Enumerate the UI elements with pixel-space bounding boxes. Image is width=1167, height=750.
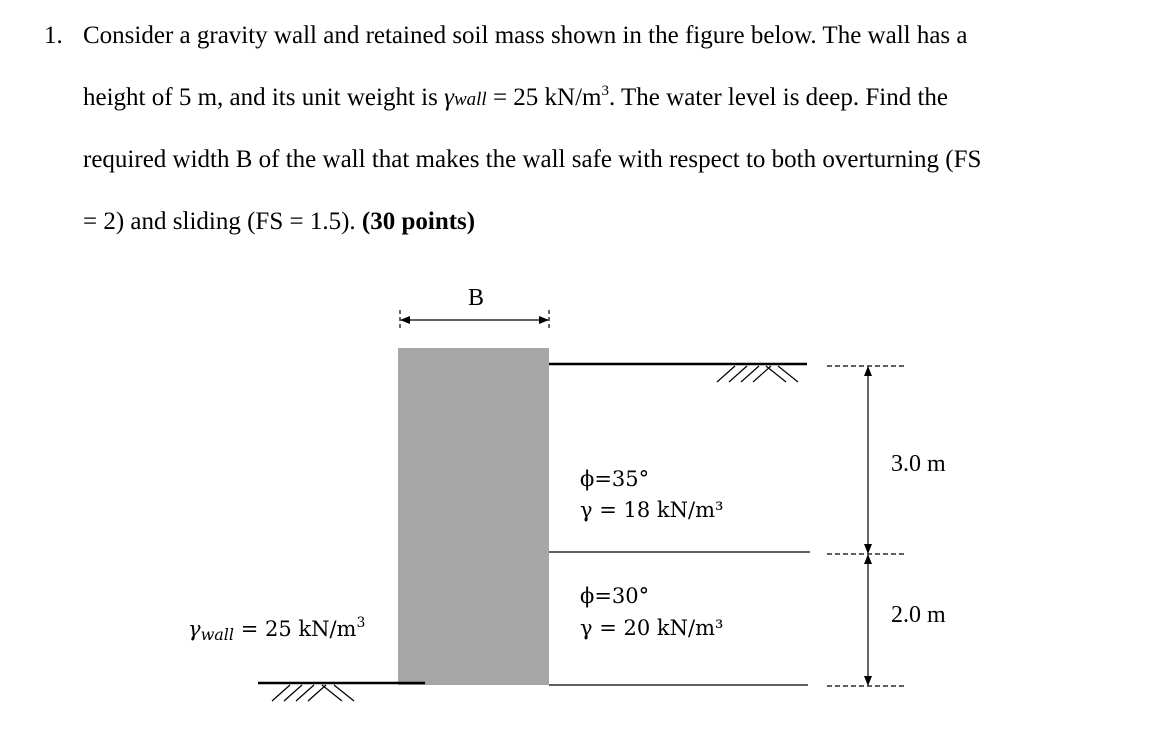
layer1-unit-weight: γ = 18 kN/m³ [580, 498, 724, 522]
gravity-wall [398, 348, 549, 685]
dimension-3m: 3.0 m [891, 451, 946, 477]
line2-text-c: . The water level is deep. Find the [608, 84, 949, 111]
ground-hatch-front [272, 685, 354, 701]
wall-gamma-symbol: γ [188, 617, 201, 641]
gamma-subscript: wall [453, 89, 487, 110]
layer2-friction-angle: ϕ=30° [580, 584, 650, 608]
problem-line-1: Consider a gravity wall and retained soil mass shown in the figure below. The wall has a [83, 22, 968, 49]
width-dimension [400, 285, 549, 330]
line4-text: = 2) and sliding (FS = 1.5). [83, 208, 362, 235]
points-label: (30 points) [361, 208, 476, 235]
dimension-2m: 2.0 m [891, 602, 946, 628]
wall-gamma-subscript: wall [200, 625, 235, 644]
line2-text-a: height of 5 m, and its unit weight is [83, 84, 445, 111]
unit-superscript: 3 [601, 83, 609, 99]
wall-gamma-superscript: 3 [356, 615, 366, 631]
ground-hatch-top [717, 366, 798, 382]
problem-line-3: required width B of the wall that makes the wall safe with respect to both overturning (FS [83, 146, 982, 173]
layer2-unit-weight: γ = 20 kN/m³ [580, 616, 724, 640]
problem-number: 1. [44, 22, 63, 49]
wall-gamma-value: = 25 kN/m [234, 617, 357, 641]
width-label-b: B [467, 285, 485, 311]
line2-text-b: = 25 kN/m [486, 84, 602, 111]
gamma-symbol: γ [444, 84, 454, 111]
layer1-friction-angle: ϕ=35° [580, 467, 650, 491]
height-dimensions [827, 366, 946, 686]
wall-unit-weight-label [188, 615, 365, 644]
